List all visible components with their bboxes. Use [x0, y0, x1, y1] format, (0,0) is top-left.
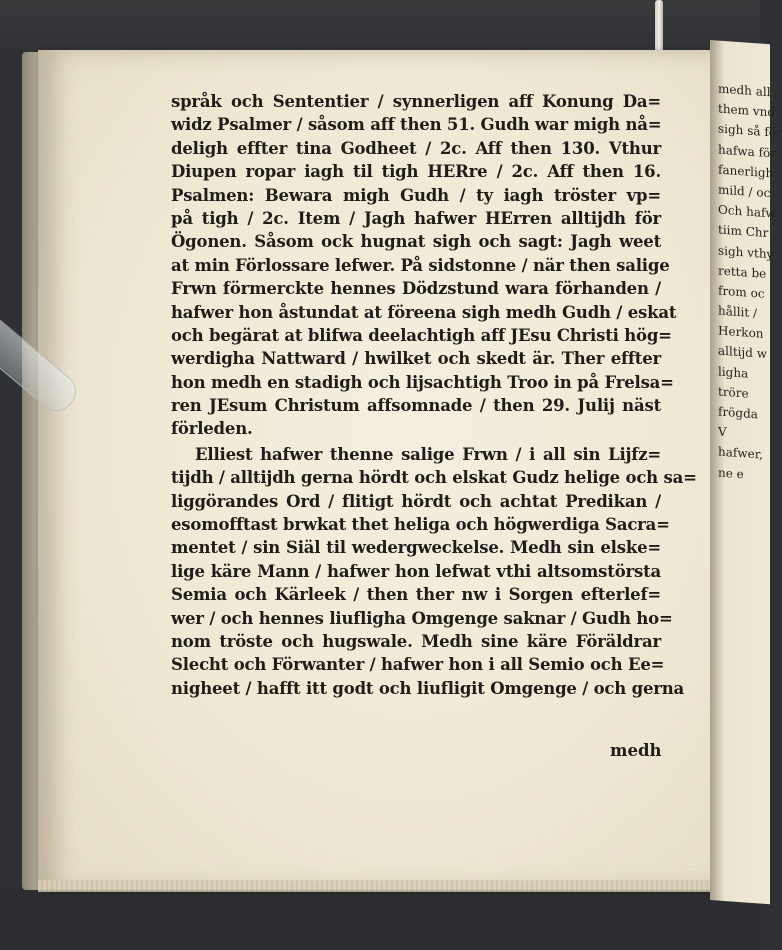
facing-text-line: medh all: [718, 81, 771, 100]
text-line: tijdh / alltijdh gerna hördt och elskat Gudz helige och sa=: [171, 468, 697, 488]
text-line: Frwn förmerckte hennes Dödzstund wara förhanden /: [171, 279, 661, 299]
paragraph-2: [171, 443, 697, 700]
facing-text-line: V: [718, 424, 727, 440]
text-line: och begärat at blifwa deelachtigh aff JEsu Christi hög=: [171, 325, 672, 345]
text-line: lige käre Mann / hafwer hon lefwat vthi altsomstörsta: [171, 561, 661, 581]
facing-text-line: sigh vthy: [718, 243, 774, 261]
text-line: liggörandes Ord / flitigt hördt och achtat Predikan /: [171, 491, 661, 511]
text-line: språk och Sententier / synnerligen aff Konung Da=: [171, 92, 661, 111]
text-line: esomofftast brwkat thet heliga och högwerdiga Sacra=: [171, 515, 670, 535]
text-line: på tigh / 2c. Item / Jagh hafwer HErren alltijdh för: [171, 208, 661, 228]
text-line: Slecht och Förwanter / hafwer hon i all Semio och Ee=: [171, 655, 665, 675]
text-line: nom tröste och hugswale. Medh sine käre Föräldrar: [171, 631, 661, 651]
text-line: deligh effter tina Godheet / 2c. Aff then 130. Vthur: [171, 138, 661, 158]
text-line: at min Förlossare lefwer. På sidstonne / när then salige: [171, 255, 670, 275]
facing-text-line: ligha: [718, 364, 749, 381]
facing-text-line: tröre: [718, 384, 749, 401]
facing-text-line: from oc: [718, 283, 765, 301]
paragraph-1: [171, 90, 677, 441]
backdrop-table: [0, 888, 760, 950]
facing-text-line: retta be: [718, 263, 767, 281]
facing-text-line: tiim Chr: [718, 222, 769, 241]
text-line: hon medh en stadigh och lijsachtigh Troo in på Frelsa=: [171, 372, 674, 392]
text-line: mentet / sin Siäl til wedergweckelse. Medh sin elske=: [171, 538, 661, 558]
facing-page-text: [718, 79, 782, 487]
facing-text-line: sigh så för: [718, 121, 782, 141]
text-line: Psalmen: Bewara migh Gudh / ty iagh tröster vp=: [171, 185, 661, 205]
catchword: medh: [610, 741, 662, 760]
text-line: Ögonen. Såsom ock hugnat sigh och sagt: Jagh weet: [171, 232, 661, 252]
text-line: förleden.: [171, 419, 253, 439]
text-line: Diupen ropar iagh til tigh HERre / 2c. Aff then 16.: [171, 162, 661, 182]
text-line: ren JEsum Christum affsomnade / then 29. Julij näst: [171, 396, 661, 416]
facing-text-line: hafwer,: [718, 444, 763, 463]
text-line: widz Psalmer / såsom aff then 51. Gudh war migh nå=: [171, 115, 662, 135]
facing-page: [710, 40, 782, 904]
facing-text-line: hållit /: [718, 303, 758, 321]
facing-text-line: frögda: [718, 404, 758, 422]
facing-text-line: alltijd w: [718, 343, 767, 362]
text-line: hafwer hon åstundat at föreena sigh medh Gudh / eskat: [171, 302, 677, 322]
facing-text-line: mild / oc: [718, 182, 771, 201]
facing-text-line: Och hafw: [718, 202, 776, 221]
facing-text-line: them vnd: [718, 101, 776, 120]
page-body: [171, 90, 697, 700]
text-line: Semia och Kärleek / then ther nw i Sorgen efterlef=: [171, 585, 661, 605]
text-line: wer / och hennes liufligha Omgenge saknar / Gudh ho=: [171, 608, 673, 628]
facing-text-line: fanerligh: [718, 162, 774, 181]
text-line: nigheet / hafft itt godt och liufligit Omgenge / och gerna: [171, 678, 685, 698]
text-line: werdigha Nattward / hwilket och skedt är. Ther effter: [171, 349, 661, 369]
facing-text-line: hafwa för: [718, 142, 776, 161]
facing-text-line: Herkon: [718, 323, 764, 341]
text-line: Elliest hafwer thenne salige Frwn / i all sin Lijfz=: [195, 444, 661, 464]
facing-text-line: ne e: [718, 465, 744, 481]
page-edges: [38, 880, 715, 892]
